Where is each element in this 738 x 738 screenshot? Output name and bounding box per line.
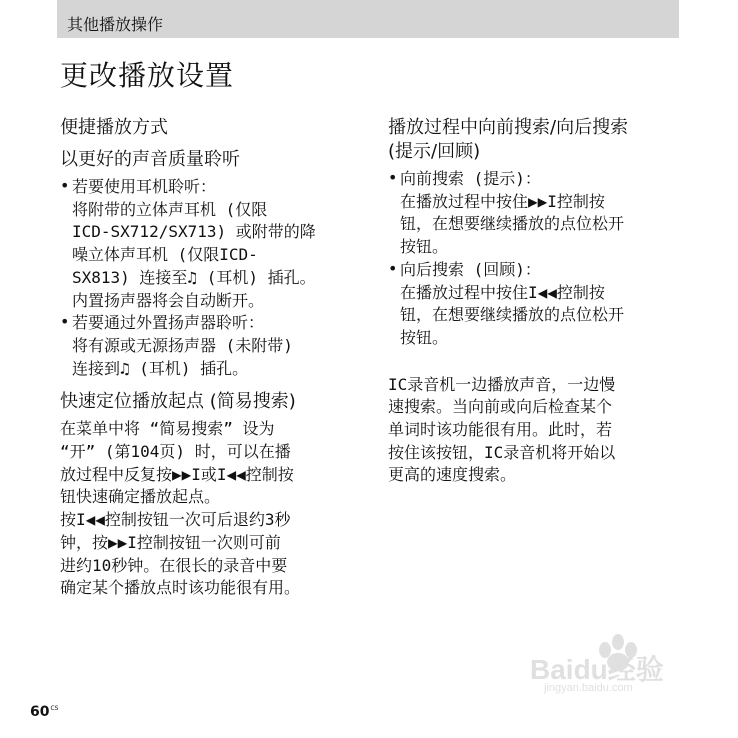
- watermark-url: jingyan.baidu.com: [544, 682, 633, 694]
- section-header-bar: [57, 0, 679, 38]
- cue-bullet: [388, 168, 688, 259]
- bullet-line: • 若要通过外置扬声器聆听：: [72, 313, 265, 333]
- section-label: 其他播放操作: [67, 15, 164, 34]
- left-column: [60, 116, 360, 600]
- sound-quality-subheading: 以更好的声音质量聆听: [60, 149, 240, 170]
- page-number-suffix: CS: [50, 705, 59, 712]
- paragraph-line: “开” (第104页) 时，可以在播: [60, 442, 291, 462]
- speaker-bullet: [60, 312, 360, 380]
- bullet-line: 在播放过程中按住I◀◀控制按: [400, 282, 605, 302]
- paragraph-line: 进约10秒钟。在很长的录音中要: [60, 555, 288, 575]
- bullet-line: 钮，在想要继续播放的点位松开: [400, 305, 625, 325]
- watermark-brand: Baidu经验: [530, 654, 664, 685]
- paragraph-line: 在菜单中将 “简易搜索” 设为: [60, 419, 275, 439]
- bullet-line: ICD-SX712/SX713) 或附带的降: [72, 222, 316, 242]
- paragraph-line: 更高的速度搜索。: [388, 465, 517, 485]
- bullet-line: • 若要使用耳机聆听：: [72, 177, 217, 196]
- headphone-bullet: [60, 176, 360, 312]
- page-number-value: 60: [30, 704, 50, 720]
- search-heading-line: (提示/回顾): [388, 141, 481, 162]
- right-column: [388, 116, 688, 487]
- paragraph-line: 按I◀◀控制按钮一次可后退约3秒: [60, 510, 291, 530]
- paragraph-line: 确定某个播放点时该功能很有用。: [60, 578, 301, 598]
- paragraph-line: 钟，按▶▶I控制按钮一次则可前: [60, 532, 281, 552]
- paragraph-line: 放过程中反复按▶▶I或I◀◀控制按: [60, 464, 294, 484]
- bullet-line: 噪立体声耳机 (仅限ICD-: [72, 245, 258, 265]
- bullet-line: 按钮。: [400, 327, 449, 347]
- bullet-line: 内置扬声器将会自动断开。: [72, 290, 265, 310]
- bullet-line: 将有源或无源扬声器 (未附带): [72, 335, 293, 355]
- baidu-watermark: [530, 628, 710, 698]
- paragraph-line: 速搜索。当向前或向后检查某个: [388, 397, 613, 417]
- bullet-line: 将附带的立体声耳机 (仅限: [72, 199, 268, 219]
- bullet-line: 按钮。: [400, 237, 449, 257]
- easy-search-subheading: 快速定位播放起点 (简易搜索): [60, 391, 296, 413]
- review-bullet: [388, 259, 688, 350]
- bullet-line: 连接到♫ (耳机) 插孔。: [72, 358, 249, 378]
- search-heading: [388, 116, 688, 164]
- paragraph-line: IC录音机一边播放声音，一边慢: [388, 374, 616, 394]
- bullet-line: • 向前搜索 (提示)：: [400, 169, 541, 188]
- page-title: 更改播放设置: [60, 59, 235, 92]
- paragraph-line: 钮快速确定播放起点。: [60, 487, 221, 507]
- left-heading: 便捷播放方式: [60, 117, 168, 138]
- paragraph-line: 单词时该功能很有用。此时，若: [388, 420, 613, 440]
- paragraph-line: 按住该按钮，IC录音机将开始以: [388, 442, 616, 462]
- bullet-line: 在播放过程中按住▶▶I控制按: [400, 191, 605, 211]
- page-number: [30, 704, 58, 720]
- bullet-line: 钮，在想要继续播放的点位松开: [400, 214, 625, 234]
- bullet-line: • 向后搜索 (回顾)：: [400, 259, 541, 279]
- bullet-line: SX813) 连接至♫ (耳机) 插孔。: [72, 267, 316, 287]
- search-heading-line: 播放过程中向前搜索/向后搜索: [388, 117, 629, 138]
